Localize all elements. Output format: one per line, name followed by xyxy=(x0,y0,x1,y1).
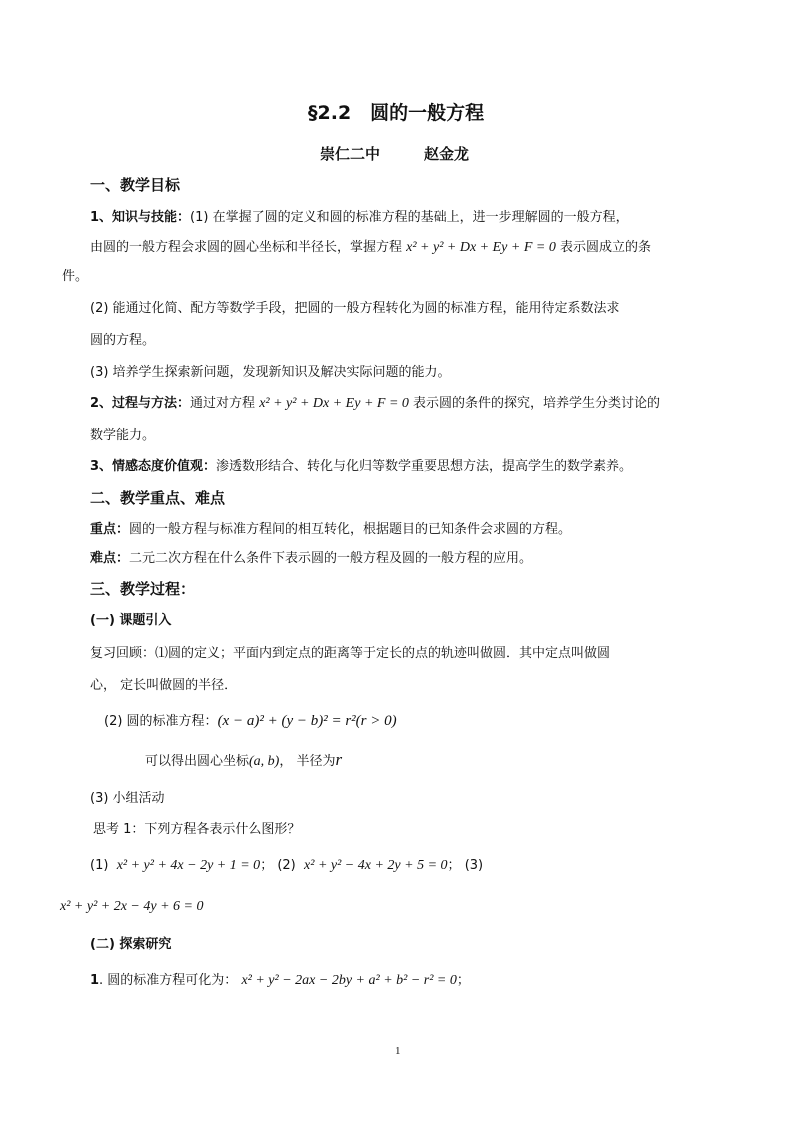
question-2-equation: x² + y² − 4x + 2y + 5 = 0 xyxy=(304,858,448,873)
subsection-explore: (二) 探索研究 xyxy=(90,937,172,952)
page-title: §2.2 圆的一般方程 xyxy=(308,102,485,124)
question-line xyxy=(90,857,483,875)
knowledge-text-2b: 表示圆成立的条 xyxy=(555,240,651,255)
question-separator-1: ； xyxy=(260,858,274,873)
question-1-equation: x² + y² + 4x − 2y + 1 = 0 xyxy=(116,858,261,873)
knowledge-text-2a: 由圆的一般方程会求圆的圆心坐标和半径长，掌握方程 xyxy=(90,240,407,255)
key-point-label: 重点： xyxy=(90,522,130,537)
difficulty-label: 难点： xyxy=(90,551,130,566)
knowledge-3-line: (3) 培养学生探索新问题，发现新知识及解决实际问题的能力。 xyxy=(90,365,451,380)
standard-equation-line xyxy=(104,712,397,731)
section-heading-keypoints: 二、教学重点、难点 xyxy=(90,489,226,507)
general-equation-2: x² + y² + Dx + Ey + F = 0 xyxy=(259,396,409,411)
center-radius-line xyxy=(145,751,342,771)
review-line-2: 心， 定长叫做圆的半径． xyxy=(90,678,238,693)
key-point-line xyxy=(90,521,571,539)
knowledge-line-1 xyxy=(90,209,629,227)
page-number: 1 xyxy=(395,1045,401,1057)
emotion-label: 3、情感态度价值观： xyxy=(90,459,217,474)
process-line-1 xyxy=(90,395,660,413)
process-text-1a: 通过对方程 xyxy=(190,396,260,411)
knowledge-text-1: (1) 在掌握了圆的定义和圆的标准方程的基础上，进一步理解圆的一般方程， xyxy=(190,210,629,225)
emotion-line xyxy=(90,458,632,476)
standard-equation: (x − a)² + (y − b)² = r²(r > 0) xyxy=(217,713,397,729)
explore-item-1-text: . 圆的标准方程可化为： xyxy=(99,973,238,988)
group-activity: (3) 小组活动 xyxy=(90,791,165,806)
expanded-standard-equation: x² + y² − 2ax − 2by + a² + b² − r² = 0 xyxy=(241,973,457,988)
question-separator-2: ； xyxy=(447,858,461,873)
radius-symbol: r xyxy=(335,750,343,769)
process-text-1b: 表示圆的条件的探究，培养学生分类讨论的 xyxy=(408,396,661,411)
section-heading-objectives: 一、教学目标 xyxy=(90,176,181,194)
think-question: 思考 1：下列方程各表示什么图形？ xyxy=(93,822,301,837)
explore-item-1 xyxy=(90,972,470,990)
center-coordinate: (a, b) xyxy=(249,754,280,769)
question-2-label: (2) xyxy=(277,858,296,873)
author-name: 赵金龙 xyxy=(424,145,470,163)
general-equation-1: x² + y² + Dx + Ey + F = 0 xyxy=(406,240,556,255)
knowledge-label: 1、知识与技能： xyxy=(90,210,191,225)
explore-item-1-end: ； xyxy=(456,973,470,988)
question-1-label: (1) xyxy=(90,858,109,873)
difficulty-line xyxy=(90,550,532,568)
review-line-1: 复习回顾：⑴圆的定义；平面内到定点的距离等于定长的点的轨迹叫做圆．其中定点叫做圆 xyxy=(90,646,611,661)
knowledge-line-2 xyxy=(90,239,651,257)
explore-item-1-number: 1 xyxy=(90,973,100,988)
process-label: 2、过程与方法： xyxy=(90,396,191,411)
section-heading-process: 三、教学过程： xyxy=(90,580,196,598)
difficulty-text: 二元二次方程在什么条件下表示圆的一般方程及圆的一般方程的应用。 xyxy=(129,551,533,566)
knowledge-2-line-2: 圆的方程。 xyxy=(90,333,156,348)
standard-equation-label: (2) 圆的标准方程： xyxy=(104,714,218,729)
question-3-label: (3) xyxy=(464,858,484,873)
emotion-text: 渗透数形结合、转化与化归等数学重要思想方法，提高学生的数学素养。 xyxy=(216,459,633,474)
question-3-equation: x² + y² + 2x − 4y + 6 = 0 xyxy=(60,899,204,914)
process-line-2: 数学能力。 xyxy=(90,428,156,443)
knowledge-2-line-1: (2) 能通过化简、配方等数学手段，把圆的一般方程转化为圆的标准方程，能用待定系数法求 xyxy=(90,301,620,316)
knowledge-line-3: 件。 xyxy=(62,269,89,284)
center-text: 可以得出圆心坐标 xyxy=(145,754,250,769)
subsection-intro: (一) 课题引入 xyxy=(90,613,172,628)
key-point-text: 圆的一般方程与标准方程间的相互转化，根据题目的已知条件会求圆的方程。 xyxy=(129,522,572,537)
school-name: 崇仁二中 xyxy=(320,145,381,163)
radius-text: ， 半径为 xyxy=(279,754,336,769)
